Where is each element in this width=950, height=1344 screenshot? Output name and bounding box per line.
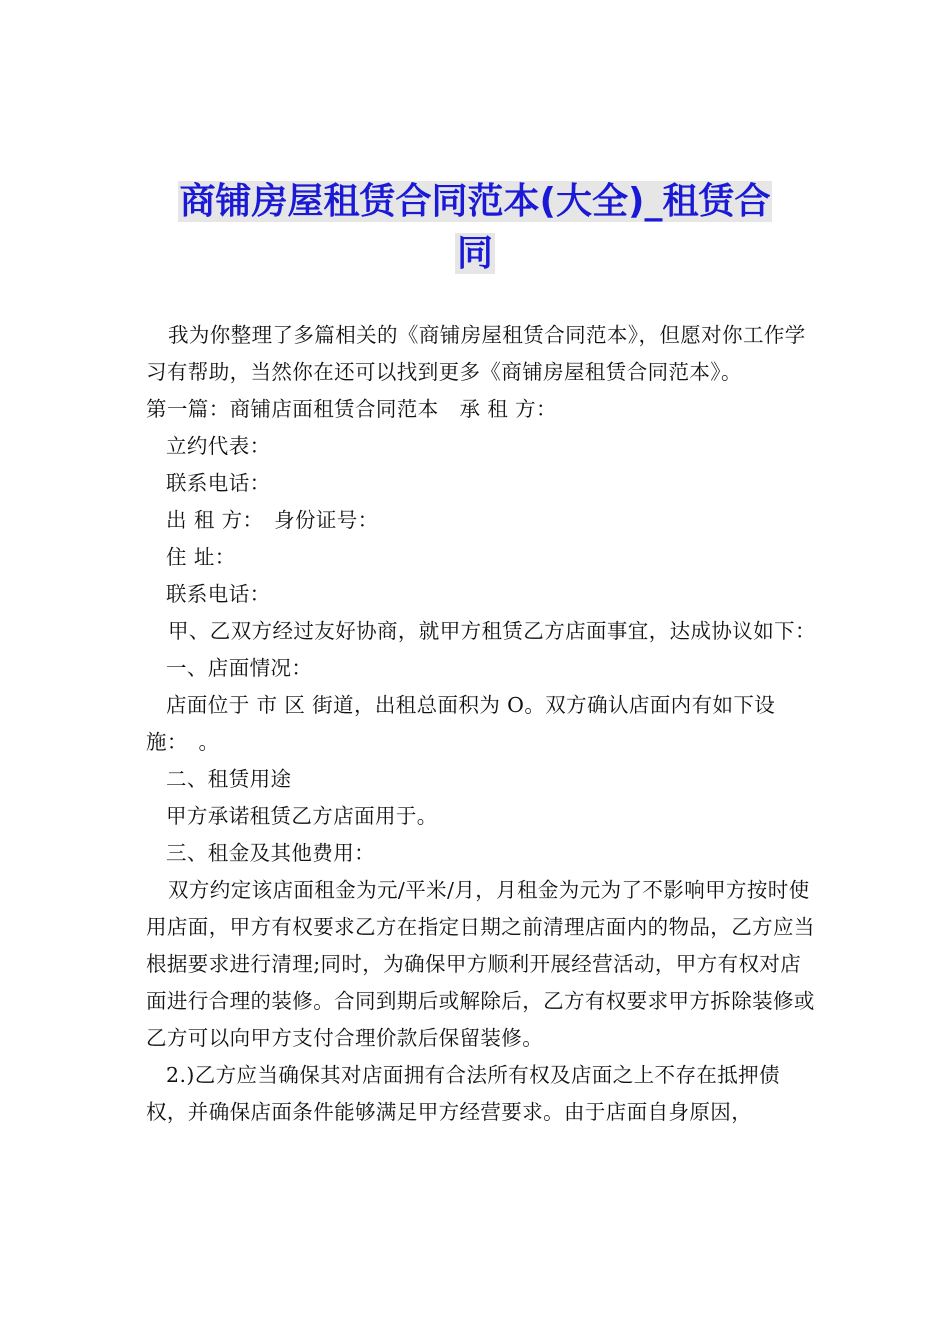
clause-1-heading: 一、店面情况：	[166, 656, 313, 680]
document-body	[146, 317, 818, 1131]
clause-3-text: 双方约定该店面租金为元/平米/月，月租金为元为了不影响甲方按时使用店面，甲方有权要求乙方在指定日期之前清理店面内的物品，乙方应当根据要求进行清理;同时，为确保甲方顺利开展经营活动，甲方有权对店面进行合理的装修。合同到期后或解除后，乙方有权要求甲方拆除装修或乙方可以向甲方支付合理价款后保留装修。	[146, 878, 815, 1050]
lessor-field: 出 租 方： 身份证号：	[166, 508, 379, 532]
title-line-2: 同	[456, 233, 493, 274]
clause-1-text: 店面位于 市 区 街道，出租总面积为 O。双方确认店面内有如下设施： 。	[146, 693, 776, 754]
title-line-1: 商铺房屋租赁合同范本(大全)_租赁合	[179, 181, 771, 222]
lessor-phone-field: 联系电话：	[166, 582, 271, 606]
clause-3-heading: 三、租金及其他费用：	[166, 841, 375, 865]
clause-2-heading: 二、租赁用途	[166, 767, 292, 791]
document-title	[120, 176, 830, 280]
representative-field: 立约代表：	[166, 434, 271, 458]
clause-3-item-2: 2.)乙方应当确保其对店面拥有合法所有权及店面之上不存在抵押债权，并确保店面条件能够满足甲方经营要求。由于店面自身原因，	[146, 1063, 780, 1124]
agreement-paragraph: 甲、乙双方经过友好协商，就甲方租赁乙方店面事宜，达成协议如下：	[168, 619, 816, 643]
tenant-phone-field: 联系电话：	[166, 471, 271, 495]
intro-paragraph: 我为你整理了多篇相关的《商铺房屋租赁合同范本》，但愿对你工作学习有帮助，当然你在还可以找到更多《商铺房屋租赁合同范本》。	[146, 323, 806, 384]
clause-2-text: 甲方承诺租赁乙方店面用于。	[166, 804, 438, 828]
section-1-heading: 第一篇：商铺店面租赁合同范本 承 租 方：	[146, 397, 557, 421]
address-field: 住 址：	[166, 545, 236, 569]
